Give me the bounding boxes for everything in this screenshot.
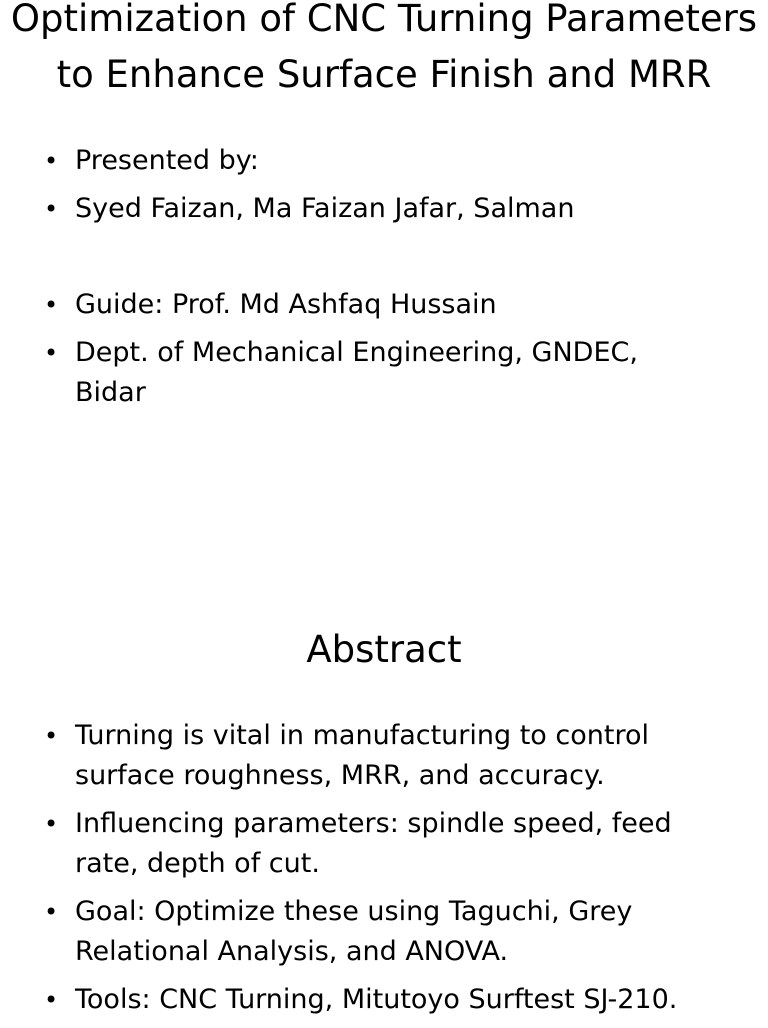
bullet-dot-icon: • bbox=[44, 147, 59, 175]
empty-bullet-spacer bbox=[0, 237, 768, 277]
bullet-item bbox=[0, 980, 768, 1020]
bullet-dot-icon: • bbox=[44, 291, 59, 319]
bullet-dot-icon: • bbox=[44, 810, 59, 838]
bullet-text: Turning is vital in manufacturing to control surface roughness, MRR, and accuracy. bbox=[75, 720, 650, 791]
bullet-item bbox=[0, 892, 768, 972]
bullet-dot-icon: • bbox=[44, 898, 59, 926]
bullet-text: Influencing parameters: spindle speed, feed rate, depth of cut. bbox=[75, 808, 672, 879]
bullet-item bbox=[0, 716, 768, 796]
slide-title bbox=[0, 0, 768, 512]
bullet-text: Tools: CNC Turning, Mitutoyo Surftest SJ-210. bbox=[75, 984, 678, 1015]
bullet-item bbox=[0, 333, 768, 413]
slide-title-heading: Optimization of CNC Turning Parameters to Enhance Surface Finish and MRR bbox=[10, 0, 758, 96]
slide-bullet-list bbox=[0, 141, 768, 421]
bullet-dot-icon: • bbox=[44, 339, 59, 367]
bullet-text: Guide: Prof. Md Ashfaq Hussain bbox=[75, 289, 497, 320]
bullet-item bbox=[0, 285, 768, 325]
bullet-text: Goal: Optimize these using Taguchi, Grey Relational Analysis, and ANOVA. bbox=[75, 896, 633, 967]
slide-bullet-list bbox=[0, 716, 768, 1028]
bullet-item bbox=[0, 804, 768, 884]
bullet-text: Syed Faizan, Ma Faizan Jafar, Salman bbox=[75, 193, 575, 224]
bullet-text: Dept. of Mechanical Engineering, GNDEC, Bidar bbox=[75, 337, 638, 408]
bullet-dot-icon: • bbox=[44, 722, 59, 750]
bullet-text: Presented by: bbox=[75, 145, 259, 176]
slide-abstract bbox=[0, 512, 768, 1024]
bullet-dot-icon: • bbox=[44, 195, 59, 223]
bullet-item bbox=[0, 189, 768, 229]
slide-title-heading: Abstract bbox=[306, 628, 462, 671]
bullet-item bbox=[0, 141, 768, 181]
bullet-dot-icon: • bbox=[44, 986, 59, 1014]
